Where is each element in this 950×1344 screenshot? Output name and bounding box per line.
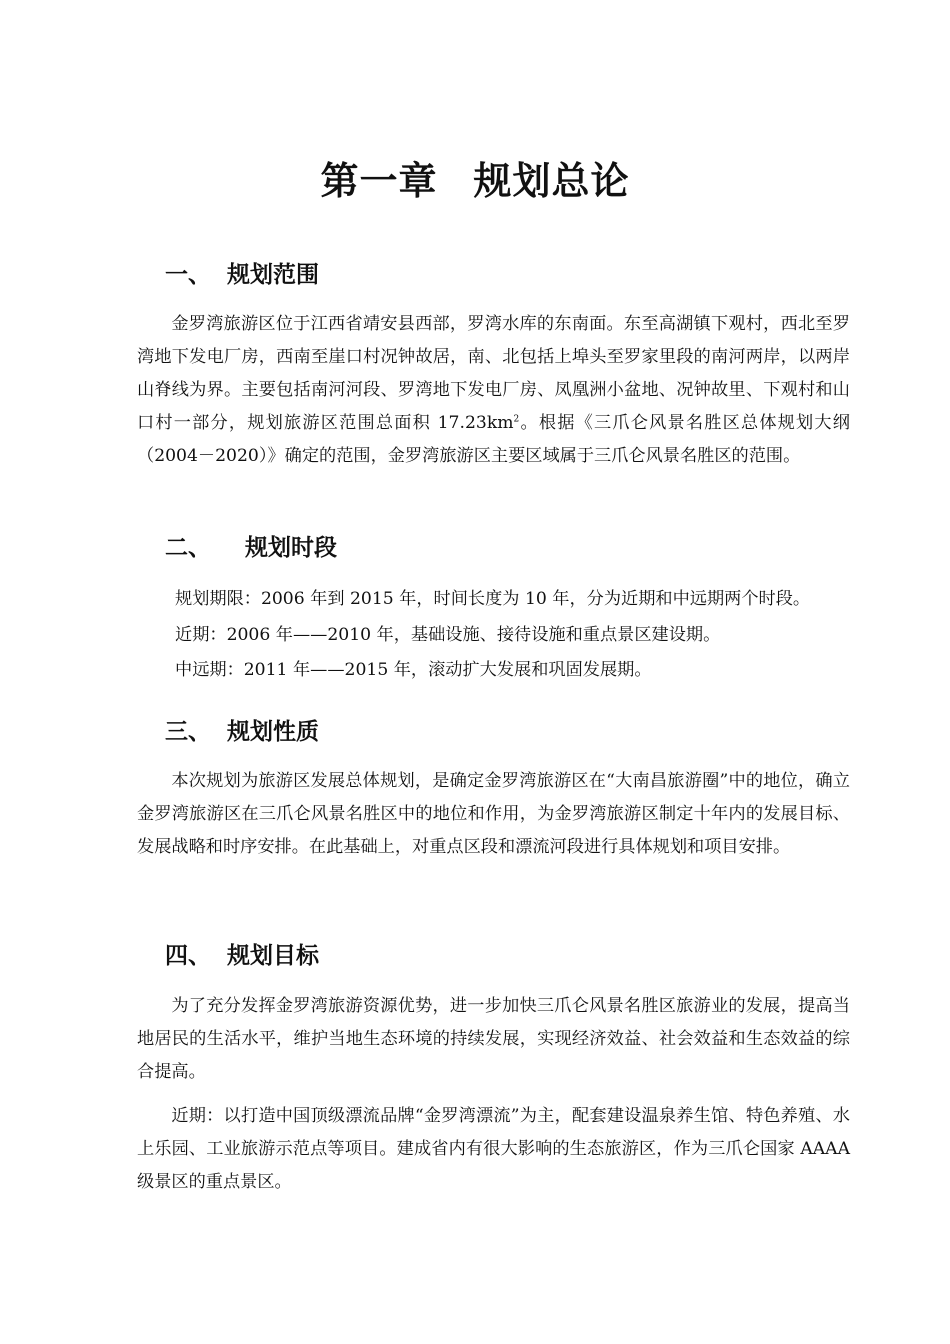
chapter-prefix: 第一章 xyxy=(320,159,438,203)
section-title: 规划目标 xyxy=(227,943,319,969)
paragraph-near-term: 近期：以打造中国顶级漂流品牌“金罗湾漂流”为主，配套建设温泉养生馆、特色养殖、水上乐园、工业旅游示范点等项目。建成省内有很大影响的生态旅游区，作为三爪仑国家 AAAA 级景区的重点景区。 xyxy=(137,1106,850,1192)
period-line-near: 近期：2006 年——2010 年，基础设施、接待设施和重点景区建设期。 xyxy=(175,625,721,645)
section-title: 规划性质 xyxy=(227,719,319,745)
section-number: 一、 xyxy=(165,262,211,288)
paragraph-scope xyxy=(137,308,850,473)
section-title: 规划时段 xyxy=(245,535,337,561)
section-number: 三、 xyxy=(165,719,211,745)
paragraph-scope-text-a: 金罗湾旅游区位于江西省靖安县西部，罗湾水库的东南面。东至高湖镇下观村，西北至罗湾地下发电厂房，西南至崖口村况钟故居，南、北包括上埠头至罗家里段的南河两岸，以两岸山脊线为界。主要包括南河河段、罗湾地下发电厂房、凤凰洲小盆地、况钟故里、下观村和山口村一部分，规划旅游区范围总面积 17.23km xyxy=(137,314,850,433)
paragraph-nature: 本次规划为旅游区发展总体规划，是确定金罗湾旅游区在“大南昌旅游圈”中的地位，确立金罗湾旅游区在三爪仑风景名胜区中的地位和作用，为金罗湾旅游区制定十年内的发展目标、发展战略和时序安排。在此基础上，对重点区段和漂流河段进行具体规划和项目安排。 xyxy=(137,771,850,857)
superscript-2: 2 xyxy=(513,414,520,425)
section-heading-scope xyxy=(165,259,319,291)
period-line-term: 规划期限：2006 年到 2015 年，时间长度为 10 年，分为近期和中远期两个时段。 xyxy=(175,589,811,609)
section-heading-nature xyxy=(165,716,319,748)
paragraph-scope-text-b: 。根据《三爪仑风景名胜区总体规划大纲（2004－2020）》确定的范围，金罗湾旅游区主要区域属于三爪仑风景名胜区的范围。 xyxy=(137,413,850,466)
chapter-title-text: 规划总论 xyxy=(473,159,630,203)
section-heading-period xyxy=(165,532,337,564)
chapter-title xyxy=(0,150,950,205)
section-number: 四、 xyxy=(165,943,211,969)
paragraph-goals: 为了充分发挥金罗湾旅游资源优势，进一步加快三爪仑风景名胜区旅游业的发展，提高当地居民的生活水平，维护当地生态环境的持续发展，实现经济效益、社会效益和生态效益的综合提高。 xyxy=(137,996,850,1082)
section-title: 规划范围 xyxy=(227,262,319,288)
section-heading-goals xyxy=(165,940,319,972)
section-number: 二、 xyxy=(165,535,211,561)
period-line-mid: 中远期：2011 年——2015 年，滚动扩大发展和巩固发展期。 xyxy=(175,660,652,680)
